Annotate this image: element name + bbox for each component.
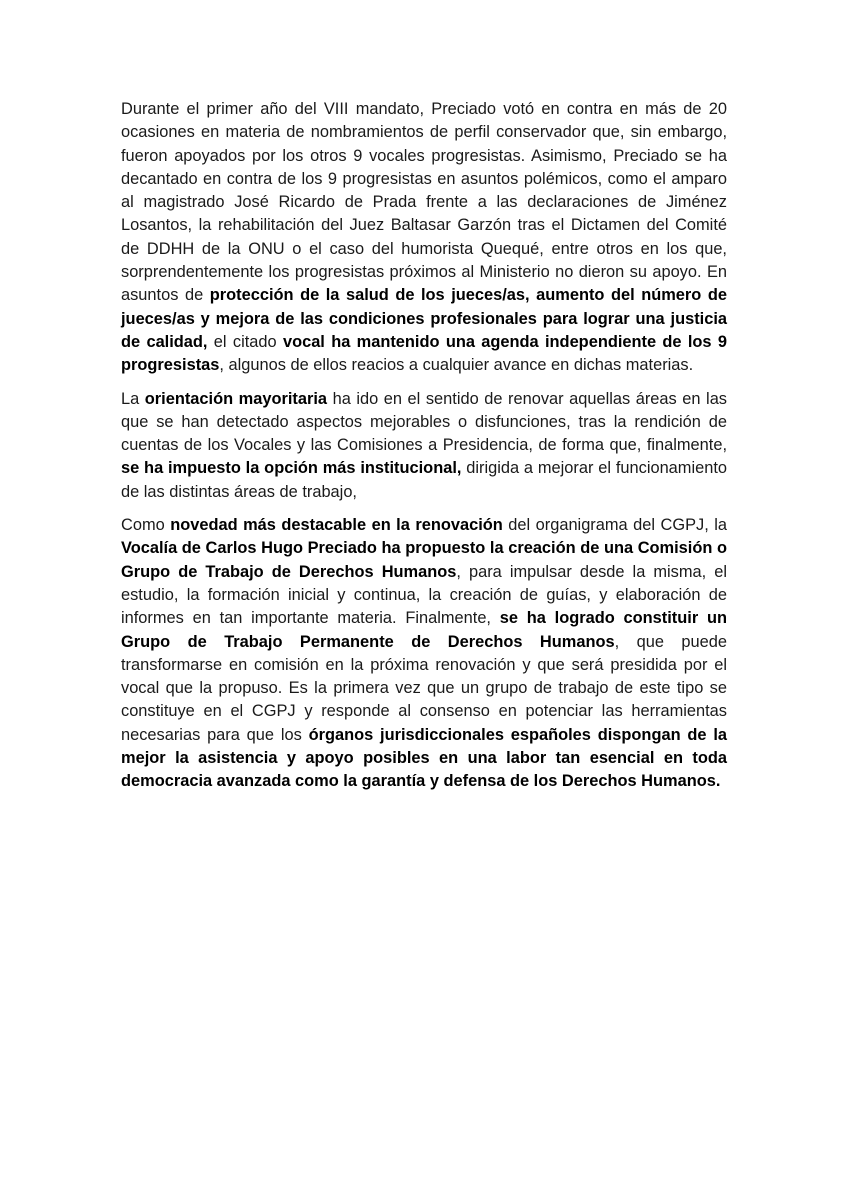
bold-segment: se ha logrado constituir un Grupo de Trabajo Permanente de Derechos Humanos bbox=[121, 609, 727, 651]
text-segment: ha ido en el sentido de renovar aquellas áreas en las que se han detectado aspectos mejorables o disfunciones, tras la rendición de cuentas de los Vocales y las Comisiones a Presidencia, de forma que, finalmente, bbox=[121, 389, 728, 455]
bold-segment: vocal ha mantenido una agenda independiente de los 9 progresistas bbox=[121, 332, 727, 375]
text-segment: La bbox=[121, 389, 145, 408]
text-segment: Como bbox=[121, 516, 171, 535]
text-segment: dirigida a mejorar el funcionamiento de las distintas áreas de trabajo, bbox=[121, 459, 727, 501]
bold-segment: órganos jurisdiccionales españoles dispongan de la mejor la asistencia y apoyo posibles en una labor tan esencial en toda democracia avanzada como la garantía y defensa de los Derechos Humanos. bbox=[121, 725, 727, 791]
paragraph-2 bbox=[121, 388, 727, 504]
bold-segment: protección de la salud de los jueces/as, aumento del número de jueces/as y mejora de las condiciones profesionales para lograr una justicia de calidad, bbox=[121, 286, 727, 351]
document-page bbox=[121, 98, 727, 804]
text-segment: del organigrama del CGPJ, la bbox=[502, 516, 727, 535]
bold-segment: se ha impuesto la opción más institucional, bbox=[121, 459, 462, 478]
text-segment: , para impulsar desde la misma, el estudio, la formación inicial y continua, la creación de guías, y elaboración de informes en tan importante materia. Finalmente, bbox=[121, 562, 727, 628]
paragraph-1 bbox=[121, 98, 727, 378]
text-segment: , algunos de ellos reacios a cualquier avance en dichas materias. bbox=[219, 356, 694, 375]
bold-segment: novedad más destacable en la renovación bbox=[170, 516, 503, 535]
bold-segment: Vocalía de Carlos Hugo Preciado ha propuesto la creación de una Comisión o Grupo de Trabajo de Derechos Humanos bbox=[121, 539, 727, 581]
paragraph-3 bbox=[121, 514, 727, 794]
text-segment: el citado bbox=[207, 332, 283, 351]
text-segment: , que puede transformarse en comisión en la próxima renovación y que será presidida por el vocal que la propuso. Es la primera vez que un grupo de trabajo de este tipo se constituye en el CGPJ y responde al consenso en potenciar las herramientas necesarias para que los bbox=[121, 632, 728, 744]
text-segment: Durante el primer año del VIII mandato, Preciado votó en contra en más de 20 ocasiones en materia de nombramientos de perfil conservador que, sin embargo, fueron apoyados por los otros 9 vocales progresistas. Asimismo, Preciado se ha decantado en contra de los 9 progresistas en asuntos polémicos, como el amparo al magistrado José Ricardo de Prada frente a las declaraciones de Jiménez Losantos, la rehabilitación del Juez Baltasar Garzón tras el Dictamen del Comité de DDHH de la ONU o el caso del humorista Quequé, entre otros en los que, sorprendentemente los progresistas próximos al Ministerio no dieron su apoyo. En asuntos de bbox=[121, 100, 727, 305]
bold-segment: orientación mayoritaria bbox=[144, 389, 328, 408]
